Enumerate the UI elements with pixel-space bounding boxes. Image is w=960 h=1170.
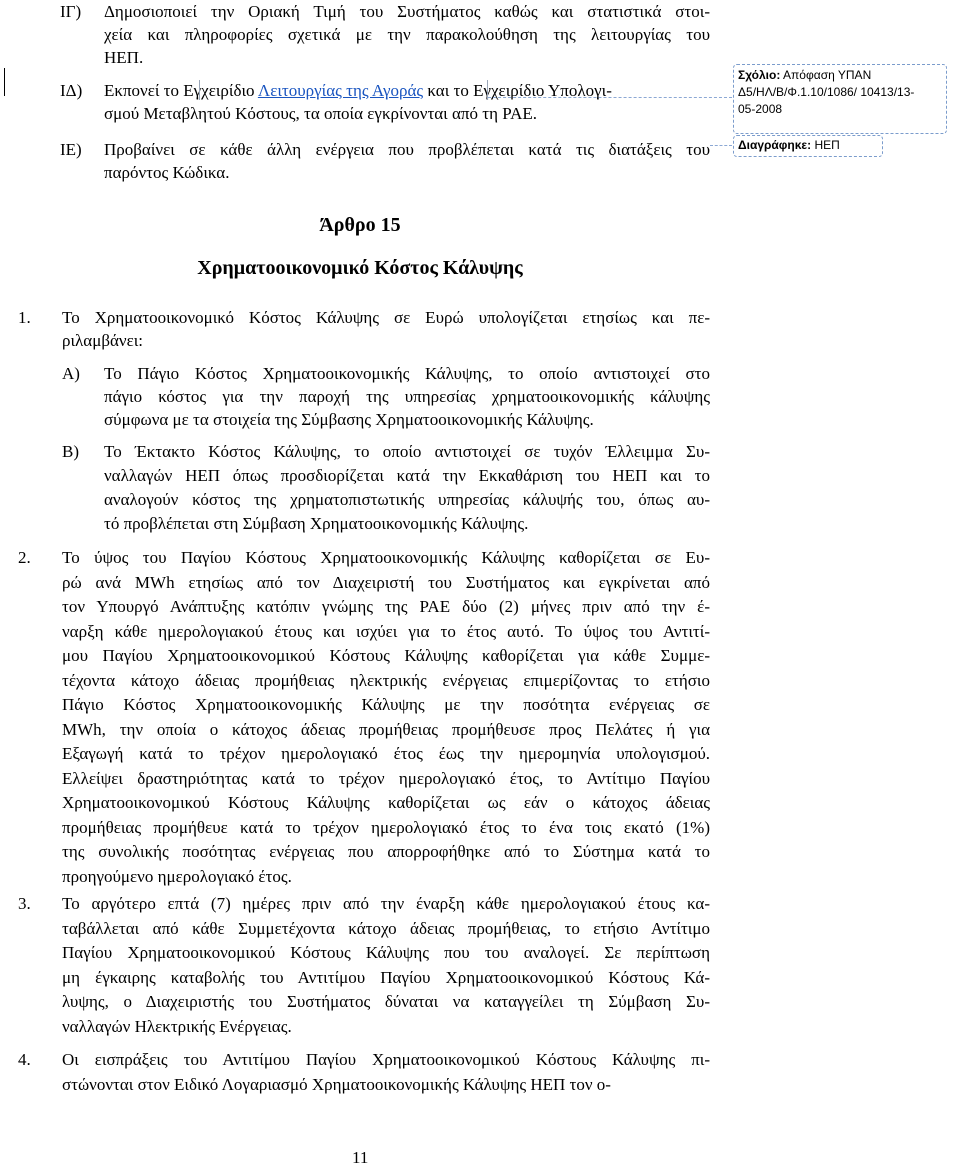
paragraph-number: 2.	[18, 548, 31, 567]
paragraph-line: Ελλείψει δραστηριότητας κατά το τρέχον ημερολογιακό έτος, το Αντίτιμο Παγίου	[62, 768, 710, 788]
paragraph-line: ρώ ανά MWh ετησίως από τον Διαχειριστή του Συστήματος και εγκρίνεται από	[62, 572, 710, 592]
item-ie-line: Προβαίνει σε κάθε άλλη ενέργεια που προβλέπεται κατά τις διατάξεις του	[104, 140, 710, 159]
paragraph-line: τέχοντα κάτοχο άδειας προμήθειας ηλεκτρικής ενέργειας επιμερίζοντας το ετήσιο	[62, 670, 710, 690]
manual-link[interactable]: Λειτουργίας της Αγοράς	[257, 81, 424, 100]
subitem-label-a: Α)	[62, 364, 80, 383]
paragraph-line: μη έγκαιρης καταβολής του Αντιτίμου Παγίου Χρηματοοικονομικού Κόστους Κά-	[62, 967, 710, 987]
paragraph-line: Οι εισπράξεις του Αντιτίμου Παγίου Χρηματοοικονομικού Κόστους Κάλυψης πι-	[62, 1050, 710, 1069]
comment-leader	[488, 97, 732, 98]
article-title: Χρηματοοικονομικό Κόστος Κάλυψης	[197, 257, 523, 279]
comment-label: Σχόλιο:	[738, 68, 781, 82]
change-bar	[4, 68, 5, 96]
item-ig-line: χεία και πληροφορίες σχετικά με την παρακολούθηση της λειτουργίας του	[104, 25, 710, 44]
item-ig-line: Δημοσιοποιεί την Οριακή Τιμή του Συστήματος καθώς και στατιστικά στοι-	[104, 2, 710, 21]
deleted-text: ΗΕΠ	[814, 138, 840, 152]
item-ie-line: παρόντος Κώδικα.	[104, 163, 230, 182]
paragraph-line: Χρηματοοικονομικού Κόστους Κάλυψης καθορίζεται ως εάν ο κάτοχος άδειας	[62, 793, 710, 812]
item-label-id: ΙΔ)	[60, 81, 83, 100]
article-number: Άρθρο 15	[319, 214, 401, 236]
paragraph-line: Παγίου Χρηματοοικονομικού Κόστους Κάλυψης που του αναλογεί. Σε περίπτωση	[62, 943, 710, 962]
subitem-a-line: πάγιο κόστος για την παροχή της υπηρεσίας χρηματοοικονομικής κάλυψης	[104, 387, 710, 406]
item-id-line-1	[104, 79, 710, 103]
paragraph-line: στώνονται στον Ειδικό Λογαριασμό Χρηματοοικονομικής Κάλυψης ΗΕΠ τον ο-	[62, 1074, 611, 1094]
paragraph-line: Εξαγωγή κατά το τρέχον ημερολογιακό έτος έως την ημερομηνία υπολογισμού.	[62, 744, 710, 763]
paragraph-line: Πάγιο Κόστος Χρηματοοικονομικής Κάλυψης με την ποσότητα ενέργειας σε	[62, 695, 710, 714]
paragraph-line: ριλαμβάνει:	[62, 331, 143, 350]
item-label-ie: ΙΕ)	[60, 140, 82, 159]
paragraph-line: Το ύψος του Παγίου Κόστους Χρηματοοικονομικής Κάλυψης καθορίζεται σε Ευ-	[62, 548, 710, 567]
item-id-line-2: σμού Μεταβλητού Κόστους, τα οποία εγκρίνονται από τη ΡΑΕ.	[104, 104, 538, 123]
deleted-label: Διαγράφηκε:	[738, 138, 812, 152]
comment-balloon[interactable]	[733, 64, 947, 134]
paragraph-line: της συνολικής ποσότητας ενέργειας που απορροφήθηκε από το Σύστημα κατά το	[62, 842, 710, 861]
paragraph-number: 3.	[18, 894, 31, 913]
subitem-b-line: Το Έκτακτο Κόστος Κάλυψης, το οποίο αντιστοιχεί σε τυχόν Έλλειμμα Συ-	[104, 442, 710, 461]
subitem-a-line: σύμφωνα με τα στοιχεία της Σύμβασης Χρηματοοικονομικής Κάλυψης.	[104, 410, 594, 429]
item-label-ig: ΙΓ)	[60, 2, 82, 21]
insertion-marker	[199, 80, 200, 100]
paragraph-line: λυψης, ο Διαχειριστής του Συστήματος δύναται να καταγγείλει τη Σύμβαση Συ-	[62, 992, 710, 1011]
deletion-leader	[710, 145, 732, 146]
paragraph-number: 4.	[18, 1050, 31, 1069]
subitem-b-line: ναλλαγών ΗΕΠ όπως προσδιορίζεται κατά την Εκκαθάριση του ΗΕΠ και το	[104, 466, 710, 485]
paragraph-line: τον Υπουργό Ανάπτυξης κατόπιν γνώμης της ΡΑΕ δύο (2) μήνες πριν από την έ-	[62, 597, 710, 616]
paragraph-line: μου Παγίου Χρηματοοικονομικού Κόστους Κάλυψης καθορίζεται για κάθε Συμμε-	[62, 646, 710, 665]
paragraph-line: Το Χρηματοοικονομικό Κόστος Κάλυψης σε Ευρώ υπολογίζεται ετησίως και πε-	[62, 308, 710, 327]
subitem-b-line: τό προβλέπεται στη Σύμβαση Χρηματοοικονομικής Κάλυψης.	[104, 514, 529, 533]
subitem-label-b: Β)	[62, 442, 79, 461]
page-number: 11	[352, 1148, 369, 1167]
comment-text: 05-2008	[738, 102, 783, 116]
item-id-text-b: και το Εγχειρίδιο Υπολογι-	[423, 81, 612, 100]
deletion-balloon[interactable]	[733, 135, 883, 157]
subitem-b-line: αναλογούν κόστος της χρηματοπιστωτικής υπηρεσίας κάλυψής του, όπως αυ-	[104, 490, 710, 509]
paragraph-line: προηγούμενο ημερολογιακό έτος.	[62, 866, 292, 886]
paragraph-line: MWh, την οποία ο κάτοχος άδειας προμήθειας προμήθευσε προς Πελάτες ή για	[62, 719, 710, 739]
paragraph-line: ταβάλλεται από κάθε Συμμετέχοντα κάτοχο άδειας προμήθειας, το ετήσιο Αντίτιμο	[62, 918, 710, 938]
subitem-a-line: Το Πάγιο Κόστος Χρηματοοικονομικής Κάλυψης, το οποίο αντιστοιχεί στο	[104, 364, 710, 383]
paragraph-number: 1.	[18, 308, 31, 327]
comment-text: Απόφαση ΥΠΑΝ	[783, 68, 872, 82]
paragraph-line: προμήθειας προμήθευε κατά το τρέχον ημερολογιακό έτος το ένα τοις εκατό (1%)	[62, 817, 710, 837]
paragraph-line: Το αργότερο επτά (7) ημέρες πριν από την έναρξη κάθε ημερολογιακού έτους κα-	[62, 894, 710, 913]
paragraph-line: ναρξη κάθε ημερολογιακού έτους και ισχύει για το έτος αυτό. Το ύψος του Αντιτί-	[62, 621, 710, 641]
comment-text: Δ5/ΗΛ/Β/Φ.1.10/1086/ 10413/13-	[738, 85, 915, 99]
paragraph-line: ναλλαγών Ηλεκτρικής Ενέργειας.	[62, 1016, 292, 1036]
item-id-text-a: Εκπονεί το Εγχειρίδιο	[104, 81, 258, 100]
item-ig-line: ΗΕΠ.	[104, 48, 144, 67]
